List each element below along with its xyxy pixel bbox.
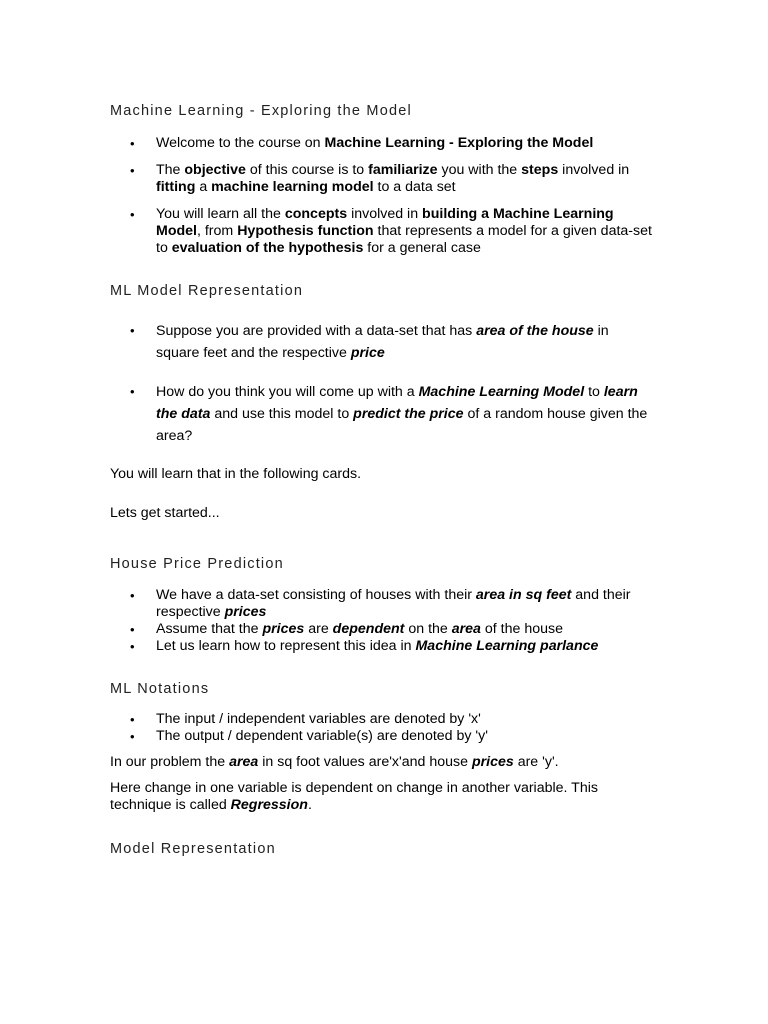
- list-item: • We have a data-set consisting of houses with their area in sq feet and their respective prices: [110, 587, 655, 621]
- list-item: • Welcome to the course on Machine Learning - Exploring the Model: [110, 135, 655, 152]
- list-item: • Assume that the prices are dependent on the area of the house: [110, 621, 655, 638]
- section-heading-house-price-prediction: House Price Prediction: [110, 556, 284, 572]
- list-item: • Let us learn how to represent this idea in Machine Learning parlance: [110, 638, 655, 655]
- house-price-bullet-list: [110, 587, 655, 655]
- paragraph-lets-get-started: Lets get started...: [110, 505, 220, 521]
- ml-model-bullet-list: [110, 320, 655, 464]
- section-heading-ml-model-representation: ML Model Representation: [110, 283, 304, 299]
- section-heading-model-representation: Model Representation: [110, 841, 276, 857]
- list-item: • Suppose you are provided with a data-set that has area of the house in square feet and the respective price: [110, 320, 655, 364]
- intro-bullet-list: [110, 135, 655, 267]
- paragraph-problem-variables: In our problem the area in sq foot values are'x'and house prices are 'y'.: [110, 754, 559, 770]
- list-item: • How do you think you will come up with a Machine Learning Model to learn the data and use this model to predict the price of a random house given the area?: [110, 381, 655, 447]
- section-heading-ml-notations: ML Notations: [110, 681, 210, 697]
- paragraph-following-cards: You will learn that in the following cards.: [110, 466, 362, 482]
- list-item: • The input / independent variables are denoted by 'x': [110, 711, 655, 728]
- list-item: • The output / dependent variable(s) are denoted by 'y': [110, 728, 655, 745]
- section-heading-intro: Machine Learning - Exploring the Model: [110, 103, 412, 119]
- ml-notations-bullet-list: [110, 711, 655, 745]
- list-item: • You will learn all the concepts involved in building a Machine Learning Model, from Hypothesis function that represents a model for a given data-set to evaluation of the hypothesis for a general case: [110, 206, 655, 257]
- list-item: • The objective of this course is to familiarize you with the steps involved in fitting a machine learning model to a data set: [110, 162, 655, 196]
- paragraph-regression: Here change in one variable is dependent on change in another variable. This technique is called Regression.: [110, 780, 598, 813]
